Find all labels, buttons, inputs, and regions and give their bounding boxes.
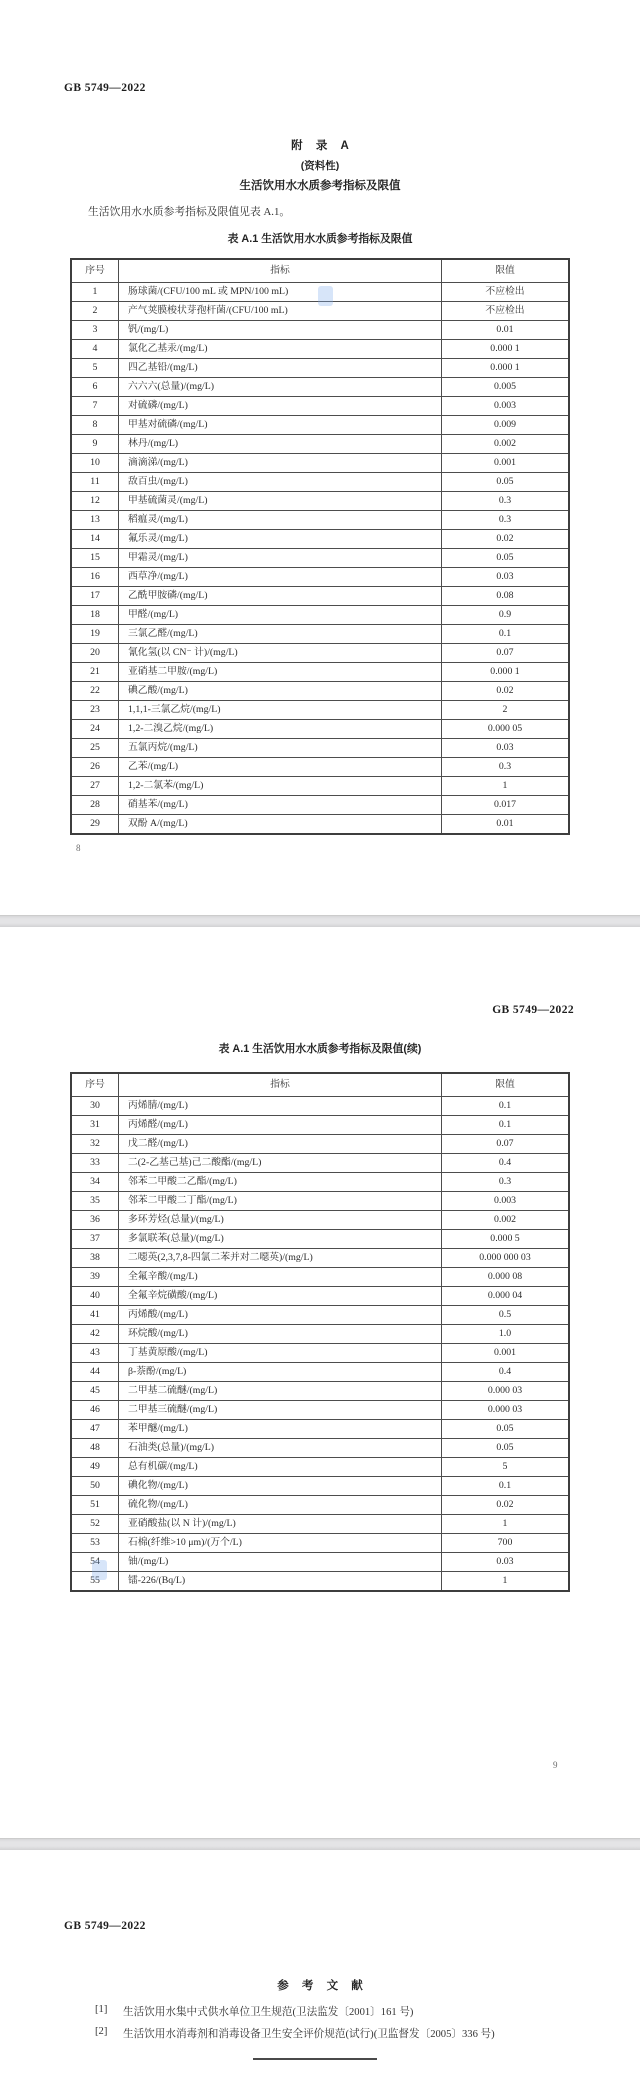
cell-limit: 0.001: [442, 1344, 570, 1363]
cell-indicator: 亚硝酸盐(以 N 计)/(mg/L): [119, 1515, 442, 1534]
cell-limit: 0.000 03: [442, 1382, 570, 1401]
cell-no: 45: [71, 1382, 119, 1401]
cell-no: 8: [71, 416, 119, 435]
cell-no: 53: [71, 1534, 119, 1553]
table-row: [71, 1230, 569, 1249]
cell-indicator: 肠球菌/(CFU/100 mL 或 MPN/100 mL): [119, 283, 442, 302]
cell-no: 46: [71, 1401, 119, 1420]
cell-indicator: 甲基硫菌灵/(mg/L): [119, 492, 442, 511]
table-row: [71, 435, 569, 454]
highlight-artifact: [318, 286, 333, 306]
references-heading: 参 考 文 献: [277, 1980, 363, 1992]
table-row: [71, 1458, 569, 1477]
table-row: [71, 739, 569, 758]
cell-no: 54: [71, 1553, 119, 1572]
table-row: [71, 473, 569, 492]
cell-no: 30: [71, 1097, 119, 1116]
cell-indicator: 碘化物/(mg/L): [119, 1477, 442, 1496]
cell-indicator: 硫化物/(mg/L): [119, 1496, 442, 1515]
cell-indicator: 二(2-乙基己基)己二酸酯/(mg/L): [119, 1154, 442, 1173]
table-body: [71, 283, 569, 835]
cell-indicator: 环烷酸/(mg/L): [119, 1325, 442, 1344]
cell-limit: 0.05: [442, 1420, 570, 1439]
cell-no: 16: [71, 568, 119, 587]
cell-limit: 0.3: [442, 492, 570, 511]
table-row: [71, 815, 569, 835]
table-row: [71, 568, 569, 587]
table-header-row: [71, 1073, 569, 1097]
cell-no: 52: [71, 1515, 119, 1534]
table-row: [71, 1325, 569, 1344]
table-row: [71, 1496, 569, 1515]
table-row: [71, 359, 569, 378]
cell-indicator: 1,1,1-三氯乙烷/(mg/L): [119, 701, 442, 720]
cell-indicator: 二甲基三硫醚/(mg/L): [119, 1401, 442, 1420]
cell-indicator: 双酚 A/(mg/L): [119, 815, 442, 835]
reference-item: [95, 2026, 585, 2041]
cell-indicator: 二噁英(2,3,7,8-四氯二苯并对二噁英)/(mg/L): [119, 1249, 442, 1268]
table-row: [71, 1135, 569, 1154]
cell-limit: 700: [442, 1534, 570, 1553]
column-header-no: 序号: [71, 259, 119, 283]
cell-indicator: 钒/(mg/L): [119, 321, 442, 340]
cell-indicator: 三氯乙醛/(mg/L): [119, 625, 442, 644]
cell-indicator: 林丹/(mg/L): [119, 435, 442, 454]
table-row: [71, 1116, 569, 1135]
table-row: [71, 644, 569, 663]
cell-indicator: 甲霜灵/(mg/L): [119, 549, 442, 568]
cell-limit: 0.000 03: [442, 1401, 570, 1420]
table-row: [71, 416, 569, 435]
cell-limit: 0.05: [442, 549, 570, 568]
table-row: [71, 511, 569, 530]
table-row: [71, 1553, 569, 1572]
table-row: [71, 701, 569, 720]
cell-no: 41: [71, 1306, 119, 1325]
table-row: [71, 1249, 569, 1268]
cell-indicator: 氰化氢(以 CN⁻ 计)/(mg/L): [119, 644, 442, 663]
cell-no: 36: [71, 1211, 119, 1230]
cell-indicator: 铀/(mg/L): [119, 1553, 442, 1572]
cell-limit: 1: [442, 777, 570, 796]
table-row: [71, 1154, 569, 1173]
cell-limit: 0.05: [442, 473, 570, 492]
cell-no: 1: [71, 283, 119, 302]
highlight-artifact: [92, 1560, 107, 1580]
cell-limit: 0.009: [442, 416, 570, 435]
table-row: [71, 321, 569, 340]
cell-indicator: 乙苯/(mg/L): [119, 758, 442, 777]
cell-no: 12: [71, 492, 119, 511]
annex-title: 生活饮用水水质参考指标及限值: [239, 180, 401, 192]
cell-indicator: 亚硝基二甲胺/(mg/L): [119, 663, 442, 682]
cell-limit: 0.03: [442, 1553, 570, 1572]
cell-no: 6: [71, 378, 119, 397]
table-row: [71, 549, 569, 568]
cell-indicator: 丙烯酸/(mg/L): [119, 1306, 442, 1325]
cell-no: 50: [71, 1477, 119, 1496]
cell-limit: 0.02: [442, 1496, 570, 1515]
cell-limit: 0.005: [442, 378, 570, 397]
column-header-indicator: 指标: [119, 1073, 442, 1097]
cell-indicator: 1,2-二溴乙烷/(mg/L): [119, 720, 442, 739]
cell-indicator: 对硫磷/(mg/L): [119, 397, 442, 416]
cell-no: 10: [71, 454, 119, 473]
table-row: [71, 1306, 569, 1325]
cell-no: 26: [71, 758, 119, 777]
cell-limit: 1.0: [442, 1325, 570, 1344]
standard-code-header: GB 5749—2022: [64, 1920, 146, 1932]
cell-no: 4: [71, 340, 119, 359]
cell-limit: 0.1: [442, 1097, 570, 1116]
cell-indicator: 碘乙酸/(mg/L): [119, 682, 442, 701]
cell-no: 5: [71, 359, 119, 378]
cell-no: 7: [71, 397, 119, 416]
cell-indicator: 多氯联苯(总量)/(mg/L): [119, 1230, 442, 1249]
cell-no: 31: [71, 1116, 119, 1135]
cell-no: 14: [71, 530, 119, 549]
cell-indicator: 邻苯二甲酸二乙酯/(mg/L): [119, 1173, 442, 1192]
table-row: [71, 587, 569, 606]
table-row: [71, 1268, 569, 1287]
cell-limit: 0.1: [442, 625, 570, 644]
table-row: [71, 340, 569, 359]
table-row: [71, 682, 569, 701]
cell-indicator: 丙烯腈/(mg/L): [119, 1097, 442, 1116]
table-row: [71, 1420, 569, 1439]
table-row: [71, 1477, 569, 1496]
cell-no: 51: [71, 1496, 119, 1515]
page-separator: [0, 1838, 640, 1850]
page-number: 8: [76, 843, 81, 853]
table-body: [71, 1097, 569, 1592]
page-references: [0, 1850, 640, 2082]
cell-no: 3: [71, 321, 119, 340]
table-row: [71, 796, 569, 815]
cell-no: 19: [71, 625, 119, 644]
end-of-document-rule: [253, 2058, 377, 2060]
table-row: [71, 454, 569, 473]
cell-limit: 0.000 1: [442, 359, 570, 378]
cell-limit: 不应检出: [442, 302, 570, 321]
cell-limit: 0.002: [442, 1211, 570, 1230]
table-row: [71, 1287, 569, 1306]
page-9: [0, 927, 640, 1838]
cell-limit: 0.02: [442, 530, 570, 549]
cell-indicator: 丙烯醛/(mg/L): [119, 1116, 442, 1135]
cell-limit: 5: [442, 1458, 570, 1477]
cell-indicator: 六六六(总量)/(mg/L): [119, 378, 442, 397]
cell-no: 40: [71, 1287, 119, 1306]
cell-limit: 0.03: [442, 568, 570, 587]
cell-indicator: 四乙基铅/(mg/L): [119, 359, 442, 378]
cell-indicator: 氟乐灵/(mg/L): [119, 530, 442, 549]
cell-limit: 0.017: [442, 796, 570, 815]
column-header-limit: 限值: [442, 259, 570, 283]
cell-no: 44: [71, 1363, 119, 1382]
cell-limit: 0.01: [442, 815, 570, 835]
table-header: [71, 1073, 569, 1097]
cell-limit: 0.1: [442, 1116, 570, 1135]
cell-limit: 0.000 1: [442, 663, 570, 682]
cell-limit: 0.3: [442, 511, 570, 530]
table-a1: [70, 258, 570, 835]
cell-indicator: 镭-226/(Bq/L): [119, 1572, 442, 1592]
cell-limit: 0.000 000 03: [442, 1249, 570, 1268]
table-row: [71, 606, 569, 625]
cell-indicator: 多环芳烃(总量)/(mg/L): [119, 1211, 442, 1230]
cell-limit: 不应检出: [442, 283, 570, 302]
cell-no: 42: [71, 1325, 119, 1344]
table-row: [71, 625, 569, 644]
standard-code-header: GB 5749—2022: [492, 1004, 574, 1016]
cell-limit: 0.07: [442, 1135, 570, 1154]
table-header-row: [71, 259, 569, 283]
cell-indicator: 苯甲醚/(mg/L): [119, 1420, 442, 1439]
page-separator: [0, 915, 640, 927]
cell-no: 20: [71, 644, 119, 663]
table-a1-continued-caption: 表 A.1 生活饮用水水质参考指标及限值(续): [218, 1043, 422, 1055]
table-row: [71, 378, 569, 397]
table-row: [71, 1192, 569, 1211]
table-row: [71, 1363, 569, 1382]
cell-limit: 0.000 04: [442, 1287, 570, 1306]
cell-no: 28: [71, 796, 119, 815]
cell-indicator: 甲醛/(mg/L): [119, 606, 442, 625]
table-row: [71, 720, 569, 739]
table-row: [71, 1344, 569, 1363]
cell-no: 23: [71, 701, 119, 720]
table-row: [71, 1534, 569, 1553]
cell-indicator: 二甲基二硫醚/(mg/L): [119, 1382, 442, 1401]
annex-type: (资料性): [300, 160, 340, 172]
table-row: [71, 1515, 569, 1534]
cell-no: 55: [71, 1572, 119, 1592]
cell-limit: 2: [442, 701, 570, 720]
cell-no: 27: [71, 777, 119, 796]
reference-text: 生活饮用水消毒剂和消毒设备卫生安全评价规范(试行)(卫监督发〔2005〕336 号): [123, 2029, 495, 2040]
cell-no: 17: [71, 587, 119, 606]
cell-no: 18: [71, 606, 119, 625]
cell-limit: 0.07: [442, 644, 570, 663]
cell-limit: 0.1: [442, 1477, 570, 1496]
reference-label: [2]: [95, 2026, 108, 2037]
cell-limit: 0.05: [442, 1439, 570, 1458]
cell-indicator: 产气荚膜梭状芽孢杆菌/(CFU/100 mL): [119, 302, 442, 321]
cell-limit: 1: [442, 1572, 570, 1592]
cell-no: 15: [71, 549, 119, 568]
cell-no: 39: [71, 1268, 119, 1287]
reference-text: 生活饮用水集中式供水单位卫生规范(卫法监发〔2001〕161 号): [123, 2007, 414, 2018]
table-row: [71, 1439, 569, 1458]
table-row: [71, 758, 569, 777]
intro-paragraph: 生活饮用水水质参考指标及限值见表 A.1。: [88, 206, 291, 218]
cell-no: 21: [71, 663, 119, 682]
column-header-limit: 限值: [442, 1073, 570, 1097]
cell-indicator: 硝基苯/(mg/L): [119, 796, 442, 815]
cell-limit: 0.9: [442, 606, 570, 625]
table-a1-continued: [70, 1072, 570, 1592]
cell-limit: 0.02: [442, 682, 570, 701]
column-header-no: 序号: [71, 1073, 119, 1097]
cell-no: 2: [71, 302, 119, 321]
cell-limit: 0.000 05: [442, 720, 570, 739]
cell-no: 49: [71, 1458, 119, 1477]
standard-code-header: GB 5749—2022: [64, 82, 146, 94]
table-row: [71, 397, 569, 416]
table-a1-caption: 表 A.1 生活饮用水水质参考指标及限值: [227, 233, 413, 245]
cell-no: 9: [71, 435, 119, 454]
cell-no: 33: [71, 1154, 119, 1173]
page-number: 9: [553, 1760, 558, 1770]
cell-limit: 0.000 08: [442, 1268, 570, 1287]
table-row: [71, 530, 569, 549]
table-row: [71, 1572, 569, 1592]
cell-no: 25: [71, 739, 119, 758]
cell-limit: 0.08: [442, 587, 570, 606]
cell-no: 29: [71, 815, 119, 835]
table-row: [71, 663, 569, 682]
cell-no: 38: [71, 1249, 119, 1268]
cell-no: 13: [71, 511, 119, 530]
column-header-indicator: 指标: [119, 259, 442, 283]
cell-indicator: 全氟辛烷磺酸/(mg/L): [119, 1287, 442, 1306]
cell-no: 34: [71, 1173, 119, 1192]
cell-indicator: 石棉(纤维>10 μm)/(万个/L): [119, 1534, 442, 1553]
table-header: [71, 259, 569, 283]
cell-no: 32: [71, 1135, 119, 1154]
cell-indicator: 全氟辛酸/(mg/L): [119, 1268, 442, 1287]
cell-limit: 0.001: [442, 454, 570, 473]
cell-limit: 0.4: [442, 1363, 570, 1382]
cell-indicator: 丁基黄原酸/(mg/L): [119, 1344, 442, 1363]
cell-limit: 0.01: [442, 321, 570, 340]
cell-no: 24: [71, 720, 119, 739]
table-row: [71, 1097, 569, 1116]
cell-limit: 0.000 5: [442, 1230, 570, 1249]
page-8: [0, 0, 640, 915]
cell-no: 22: [71, 682, 119, 701]
cell-indicator: 稻瘟灵/(mg/L): [119, 511, 442, 530]
table-row: [71, 1211, 569, 1230]
reference-label: [1]: [95, 2004, 108, 2015]
cell-limit: 0.003: [442, 397, 570, 416]
cell-limit: 0.03: [442, 739, 570, 758]
cell-indicator: 邻苯二甲酸二丁酯/(mg/L): [119, 1192, 442, 1211]
table-row: [71, 777, 569, 796]
table-row: [71, 492, 569, 511]
cell-no: 47: [71, 1420, 119, 1439]
cell-indicator: 敌百虫/(mg/L): [119, 473, 442, 492]
cell-indicator: 石油类(总量)/(mg/L): [119, 1439, 442, 1458]
cell-limit: 0.3: [442, 1173, 570, 1192]
references-list: [95, 2004, 585, 2048]
cell-indicator: 甲基对硫磷/(mg/L): [119, 416, 442, 435]
cell-no: 37: [71, 1230, 119, 1249]
cell-limit: 0.002: [442, 435, 570, 454]
cell-no: 11: [71, 473, 119, 492]
annex-label: 附 录 A: [291, 140, 349, 152]
cell-no: 35: [71, 1192, 119, 1211]
reference-item: [95, 2004, 585, 2019]
cell-indicator: β-萘酚/(mg/L): [119, 1363, 442, 1382]
cell-indicator: 五氯丙烷/(mg/L): [119, 739, 442, 758]
cell-indicator: 戊二醛/(mg/L): [119, 1135, 442, 1154]
cell-limit: 0.3: [442, 758, 570, 777]
cell-indicator: 滴滴涕/(mg/L): [119, 454, 442, 473]
cell-indicator: 氯化乙基汞/(mg/L): [119, 340, 442, 359]
cell-limit: 0.5: [442, 1306, 570, 1325]
table-row: [71, 1173, 569, 1192]
cell-indicator: 西草净/(mg/L): [119, 568, 442, 587]
cell-limit: 0.4: [442, 1154, 570, 1173]
cell-indicator: 总有机碳/(mg/L): [119, 1458, 442, 1477]
cell-no: 48: [71, 1439, 119, 1458]
table-row: [71, 1382, 569, 1401]
cell-indicator: 1,2-二氯苯/(mg/L): [119, 777, 442, 796]
cell-limit: 0.000 1: [442, 340, 570, 359]
table-row: [71, 1401, 569, 1420]
cell-no: 43: [71, 1344, 119, 1363]
cell-limit: 1: [442, 1515, 570, 1534]
cell-indicator: 乙酰甲胺磷/(mg/L): [119, 587, 442, 606]
cell-limit: 0.003: [442, 1192, 570, 1211]
